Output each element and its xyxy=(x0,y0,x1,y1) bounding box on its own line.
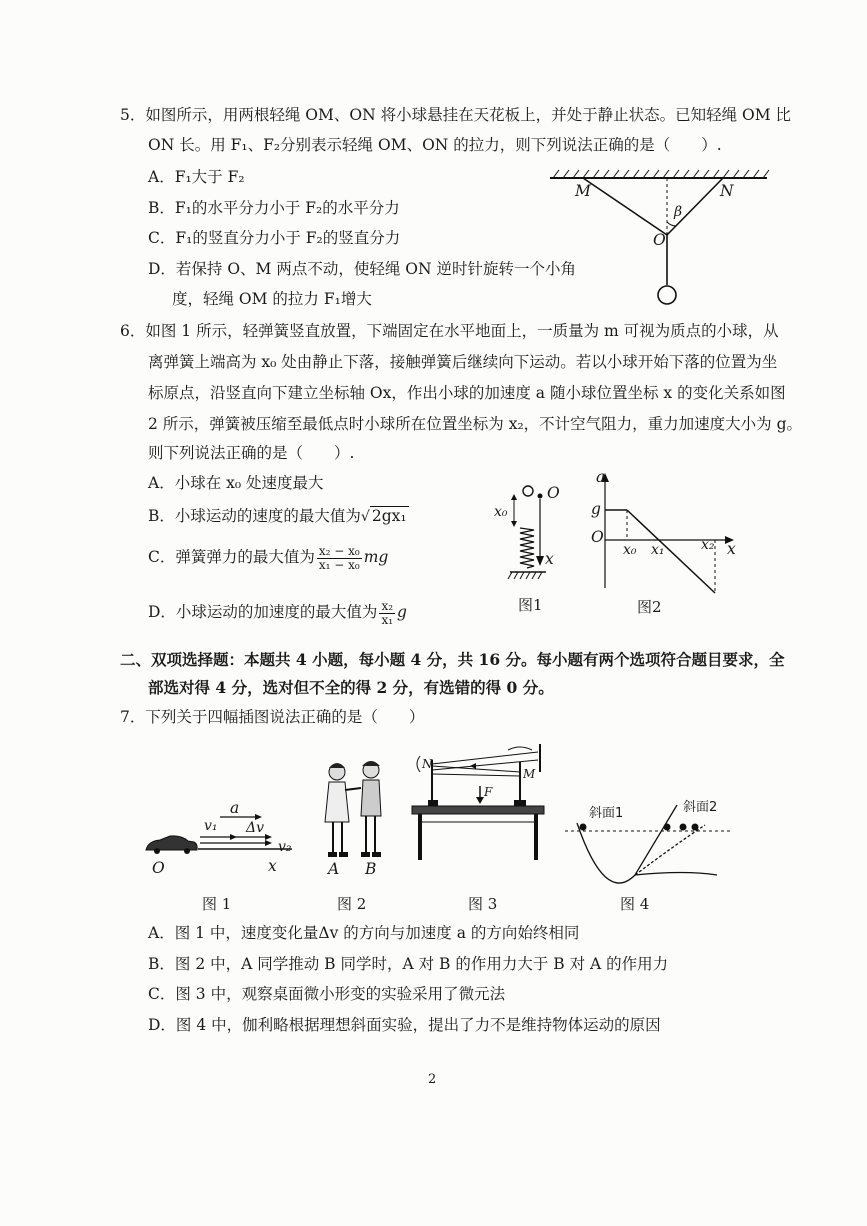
q6-fig2-label-a: a xyxy=(596,468,606,486)
q7-option-b: B．图 2 中，A 同学推动 B 同学时，A 对 B 的作用力大于 B 对 A 的作用力 xyxy=(148,955,669,973)
q7-figure-1 xyxy=(142,795,302,915)
page-number: 2 xyxy=(428,1072,437,1087)
q5-label-o: O xyxy=(653,231,666,249)
section2-heading-line1: 二、双项选择题：本题共 4 小题，每小题 4 分，共 16 分。每小题有两个选项符合题目要求，全 xyxy=(120,650,785,669)
q6-fig2-label-x1: x₁ xyxy=(651,542,665,558)
q6-option-c-denominator: x₁ − x₀ xyxy=(318,557,360,572)
q6-option-d-fraction xyxy=(379,600,395,626)
q6-option-a: A．小球在 x₀ 处速度最大 xyxy=(148,474,324,492)
q7-fig1-label-dv: Δv xyxy=(246,820,265,836)
q6-figure-1 xyxy=(490,480,570,620)
q6-fig2-label-o: O xyxy=(591,528,604,546)
q6-stem-line1: 6．如图 1 所示，轻弹簧竖直放置，下端固定在水平地面上，一质量为 m 可视为质点的小球，从 xyxy=(120,322,779,340)
q6-option-c-numerator: x₂ − x₀ xyxy=(318,544,360,558)
q5-option-d-line1: D．若保持 O、M 两点不动，使轻绳 ON 逆时针旋转一个小角 xyxy=(148,260,576,278)
q6-fig2-label-x2: x₂ xyxy=(701,537,715,553)
q5-stem-line1: 5．如图所示，用两根轻绳 OM、ON 将小球悬挂在天花板上，并处于静止状态。已知轻绳 OM 比 xyxy=(120,106,791,124)
q7-figure-3 xyxy=(410,742,550,915)
q6-figure-2 xyxy=(585,470,745,620)
q7-fig3-caption: 图 3 xyxy=(468,895,498,913)
q7-fig2-label-b: B xyxy=(365,860,377,878)
q5-label-m: M xyxy=(575,182,591,200)
q7-option-d: D．图 4 中，伽利略根据理想斜面实验，提出了力不是维持物体运动的原因 xyxy=(148,1016,661,1034)
q6-fig2-label-x: x xyxy=(727,540,736,558)
q6-option-b-radicand: 2gx₁ xyxy=(371,507,407,525)
q5-option-d-line2: 度，轻绳 OM 的拉力 F₁增大 xyxy=(172,290,372,308)
q5-stem-line2: ON 长。用 F₁、F₂分别表示轻绳 OM、ON 的拉力，则下列说法正确的是（ ）. xyxy=(148,136,722,154)
q7-fig1-label-x: x xyxy=(268,857,277,875)
q6-fig2-label-g: g xyxy=(591,500,601,518)
q7-fig4-label-slope1: 斜面1 xyxy=(589,806,624,821)
q5-option-b: B．F₁的水平分力小于 F₂的水平分力 xyxy=(148,199,400,217)
q5-label-n: N xyxy=(720,182,734,200)
q7-fig3-label-f: F xyxy=(484,785,493,799)
q6-option-b: B．小球运动的速度的最大值为√ 2gx₁ xyxy=(148,507,407,525)
q6-option-d-denominator: x₁ xyxy=(381,612,394,627)
q6-fig2-caption: 图2 xyxy=(637,598,662,616)
q6-option-c xyxy=(148,545,388,571)
q6-fig1-label-x: x xyxy=(545,550,554,568)
q7-fig4-caption: 图 4 xyxy=(620,895,650,913)
q7-fig3-label-n: N xyxy=(422,757,433,771)
q5-label-beta: β xyxy=(674,204,683,220)
q7-option-a: A．图 1 中，速度变化量Δv 的方向与加速度 a 的方向始终相同 xyxy=(148,924,580,942)
q7-fig1-label-v2: v₂ xyxy=(278,839,292,855)
q7-fig3-label-m: M xyxy=(523,767,536,781)
q6-option-d-numerator: x₂ xyxy=(381,599,394,613)
q7-fig2-caption: 图 2 xyxy=(337,895,367,913)
q6-option-c-mg: mg xyxy=(363,548,389,567)
q6-option-d-g: g xyxy=(397,603,407,622)
q7-stem: 7．下列关于四幅插图说法正确的是（ ） xyxy=(120,708,425,726)
q5-figure xyxy=(545,160,770,310)
q7-fig4-label-slope2: 斜面2 xyxy=(683,800,718,815)
q6-fig1-label-x0: x₀ xyxy=(494,504,508,520)
q7-fig2-label-a: A xyxy=(328,860,340,878)
q7-figure-2 xyxy=(315,752,395,915)
section2-heading-line2: 部选对得 4 分，选对但不全的得 2 分，有选错的得 0 分。 xyxy=(148,678,554,697)
q6-option-d xyxy=(148,600,407,626)
q5-option-a: A．F₁大于 F₂ xyxy=(148,168,245,186)
q6-stem-line3: 标原点，沿竖直向下建立坐标轴 Ox，作出小球的加速度 a 随小球位置坐标 x 的变化关系如图 xyxy=(148,384,786,402)
q6-fig2-label-x0: x₀ xyxy=(623,542,637,558)
q6-fig1-caption: 图1 xyxy=(518,596,543,614)
q7-fig1-label-a: a xyxy=(230,799,240,817)
q6-option-d-text: D．小球运动的加速度的最大值为 xyxy=(148,603,378,622)
q7-option-c: C．图 3 中，观察桌面微小形变的实验采用了微元法 xyxy=(148,985,506,1003)
q6-stem-line5: 则下列说法正确的是（ ）. xyxy=(148,444,355,462)
q6-stem-line2: 离弹簧上端高为 x₀ 处由静止下落，接触弹簧后继续向下运动。若以小球开始下落的位置为坐 xyxy=(148,353,778,371)
q6-fig1-label-o: O xyxy=(547,484,560,502)
q6-option-c-text: C．弹簧弹力的最大值为 xyxy=(148,548,315,567)
q7-fig1-label-o: O xyxy=(152,859,165,877)
q7-figure-4 xyxy=(565,795,730,915)
q6-option-c-fraction xyxy=(317,545,362,571)
q6-option-b-text: B．小球运动的速度的最大值为 xyxy=(148,507,361,525)
q5-option-c: C．F₁的竖直分力小于 F₂的竖直分力 xyxy=(148,229,401,247)
q6-stem-line4: 2 所示，弹簧被压缩至最低点时小球所在位置坐标为 x₂，不计空气阻力，重力加速度大小为 g。 xyxy=(148,415,803,433)
q7-fig1-caption: 图 1 xyxy=(202,895,232,913)
q7-fig1-label-v1: v₁ xyxy=(204,818,218,834)
